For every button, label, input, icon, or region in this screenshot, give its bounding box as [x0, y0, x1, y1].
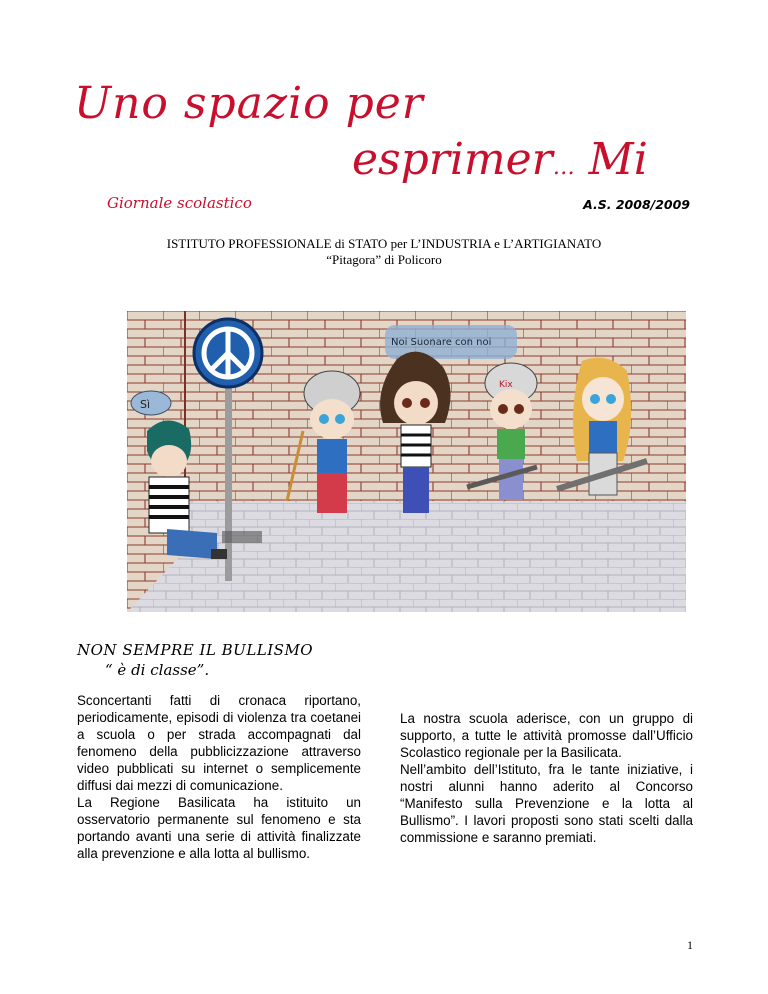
institute-location: “Pitagora” di Policoro — [326, 252, 442, 267]
article-column-left — [77, 692, 361, 862]
paragraph: Nell’ambito dell’Istituto, fra le tante iniziative, i nostri alunni hanno aderito al Concorso “Manifesto sulla Prevenzione e la lotta al Bullismo”. I lavori proposti sono stati scelti dalla commissione e saranno premiati. — [400, 762, 693, 845]
page-number: 1 — [687, 938, 693, 952]
newspaper-subtitle: Giornale scolastico — [107, 194, 252, 212]
institute-name: ISTITUTO PROFESSIONALE di STATO per L’INDUSTRIA e L’ARTIGIANATO — [166, 236, 602, 251]
article-subheading: “ è di classe”. — [105, 661, 210, 679]
paragraph: La Regione Basilicata ha istituito un osservatorio permanente sul fenomeno e sta portando avanti una serie di attività finalizzate alla prevenzione e alla lotta al bullismo. — [77, 795, 361, 861]
paragraph: La nostra scuola aderisce, con un gruppo di supporto, a tutte le attività promosse dall’Ufficio Scolastico regionale per la Basilicata. — [400, 711, 693, 760]
school-year: A.S. 2008/2009 — [583, 197, 690, 212]
title-word: esprimer — [352, 134, 553, 185]
svg-text:Kix: Kix — [499, 380, 513, 390]
newspaper-title-line2 — [352, 134, 648, 185]
title-end: Mi — [574, 134, 648, 185]
paragraph: Sconcertanti fatti di cronaca riportano, periodicamente, episodi di violenza tra coetanei a scuola o per strada accompagnati dal fenomeno della pubblicizzazione attraverso video pubblicati su internet o semplicemente diffusi dai mezzi di comunicazione. — [77, 693, 361, 793]
graffiti-si — [131, 391, 171, 415]
newspaper-title-line1: Uno spazio per — [74, 78, 424, 129]
svg-text:Sì: Sì — [140, 398, 151, 411]
article-column-right — [400, 710, 693, 846]
svg-text:Noi Suonare con noi: Noi Suonare con noi — [391, 337, 492, 348]
graffiti-wall — [385, 325, 517, 359]
title-ellipsis: … — [552, 155, 575, 180]
article-heading: NON SEMPRE IL BULLISMO — [77, 641, 314, 659]
cover-illustration — [127, 311, 686, 612]
